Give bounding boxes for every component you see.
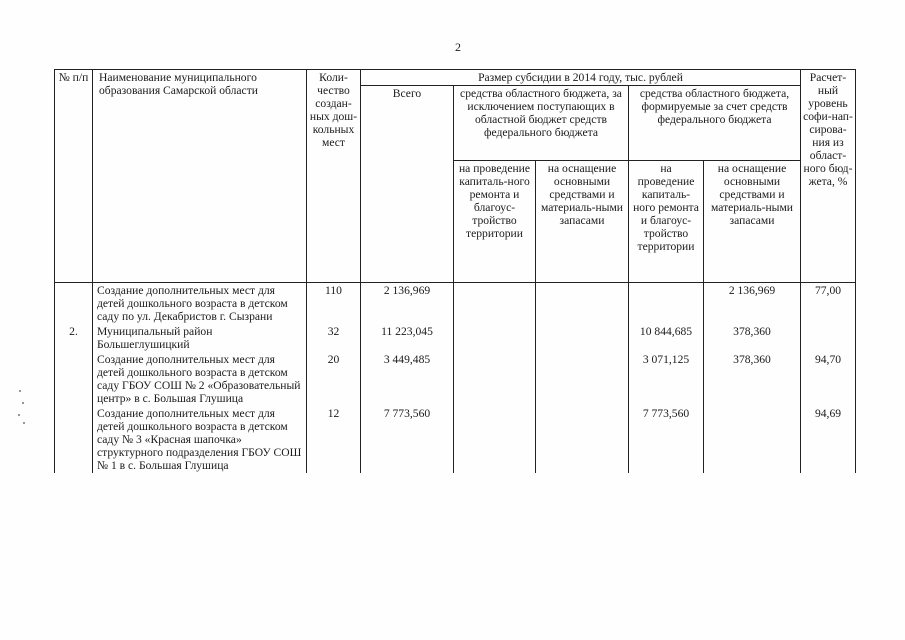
row-fed-equip: 378,360 xyxy=(704,352,801,406)
table-row xyxy=(55,324,856,352)
row-places: 32 xyxy=(307,324,361,352)
row-reg-equip xyxy=(536,352,629,406)
row-name: Создание дополнительных мест для детей дошкольного возраста в детском саду № 3 «Красная шапочка» структурного подразделения ГБОУ СОШ № 1 в с. Большая Глушица xyxy=(93,406,307,473)
header-level: Расчет-ный уровень софи-нап-сирова-ния из област-ного бюд-жета, % xyxy=(801,70,856,283)
row-reg-repair xyxy=(454,406,536,473)
header-subsidy-group: Размер субсидии в 2014 году, тыс. рублей xyxy=(361,70,801,86)
row-reg-equip xyxy=(536,324,629,352)
row-total: 11 223,045 xyxy=(361,324,454,352)
row-total: 3 449,485 xyxy=(361,352,454,406)
row-level: 94,69 xyxy=(801,406,856,473)
row-fed-repair: 3 071,125 xyxy=(629,352,704,406)
row-no xyxy=(55,352,93,406)
row-level xyxy=(801,324,856,352)
subsidy-table xyxy=(54,69,856,473)
table-row xyxy=(55,406,856,473)
row-fed-equip xyxy=(704,406,801,473)
row-name: Муниципальный район Большеглушицкий xyxy=(93,324,307,352)
row-level: 77,00 xyxy=(801,283,856,325)
row-total: 2 136,969 xyxy=(361,283,454,325)
row-places: 110 xyxy=(307,283,361,325)
row-fed-repair: 7 773,560 xyxy=(629,406,704,473)
row-reg-equip xyxy=(536,283,629,325)
row-level: 94,70 xyxy=(801,352,856,406)
row-places: 20 xyxy=(307,352,361,406)
row-no xyxy=(55,283,93,325)
scan-speckles xyxy=(17,388,27,428)
header-fed-repair: на проведение капиталь-ного ремонта и благоус-тройство территории xyxy=(629,161,704,283)
header-reg-repair: на проведение капиталь-ного ремонта и благоус-тройство территории xyxy=(454,161,536,283)
row-places: 12 xyxy=(307,406,361,473)
table-row xyxy=(55,283,856,325)
header-regional-group: средства областного бюджета, за исключением поступающих в областной бюджет средств федерального бюджета xyxy=(454,86,629,161)
header-places: Коли-чество создан-ных дош-кольных мест xyxy=(307,70,361,283)
page-number: 2 xyxy=(455,40,461,54)
header-no: № п/п xyxy=(55,70,93,283)
row-name: Создание дополнительных мест для детей дошкольного возраста в детском саду по ул. Декабристов г. Сызрани xyxy=(93,283,307,325)
row-total: 7 773,560 xyxy=(361,406,454,473)
row-reg-repair xyxy=(454,324,536,352)
row-fed-equip: 2 136,969 xyxy=(704,283,801,325)
row-no: 2. xyxy=(55,324,93,352)
header-reg-equip: на оснащение основными средствами и материаль-ными запасами xyxy=(536,161,629,283)
row-fed-repair: 10 844,685 xyxy=(629,324,704,352)
row-reg-repair xyxy=(454,283,536,325)
row-reg-repair xyxy=(454,352,536,406)
row-name: Создание дополнительных мест для детей дошкольного возраста в детском саду ГБОУ СОШ № 2 «Образовательный центр» в с. Большая Глушица xyxy=(93,352,307,406)
header-fed-equip: на оснащение основными средствами и материаль-ными запасами xyxy=(704,161,801,283)
row-no xyxy=(55,406,93,473)
header-federal-group: средства областного бюджета, формируемые за счет средств федерального бюджета xyxy=(629,86,801,161)
header-name: Наименование муниципального образования Самарской области xyxy=(93,70,307,283)
row-fed-equip: 378,360 xyxy=(704,324,801,352)
header-total: Всего xyxy=(361,86,454,283)
row-fed-repair xyxy=(629,283,704,325)
table-row xyxy=(55,352,856,406)
row-reg-equip xyxy=(536,406,629,473)
